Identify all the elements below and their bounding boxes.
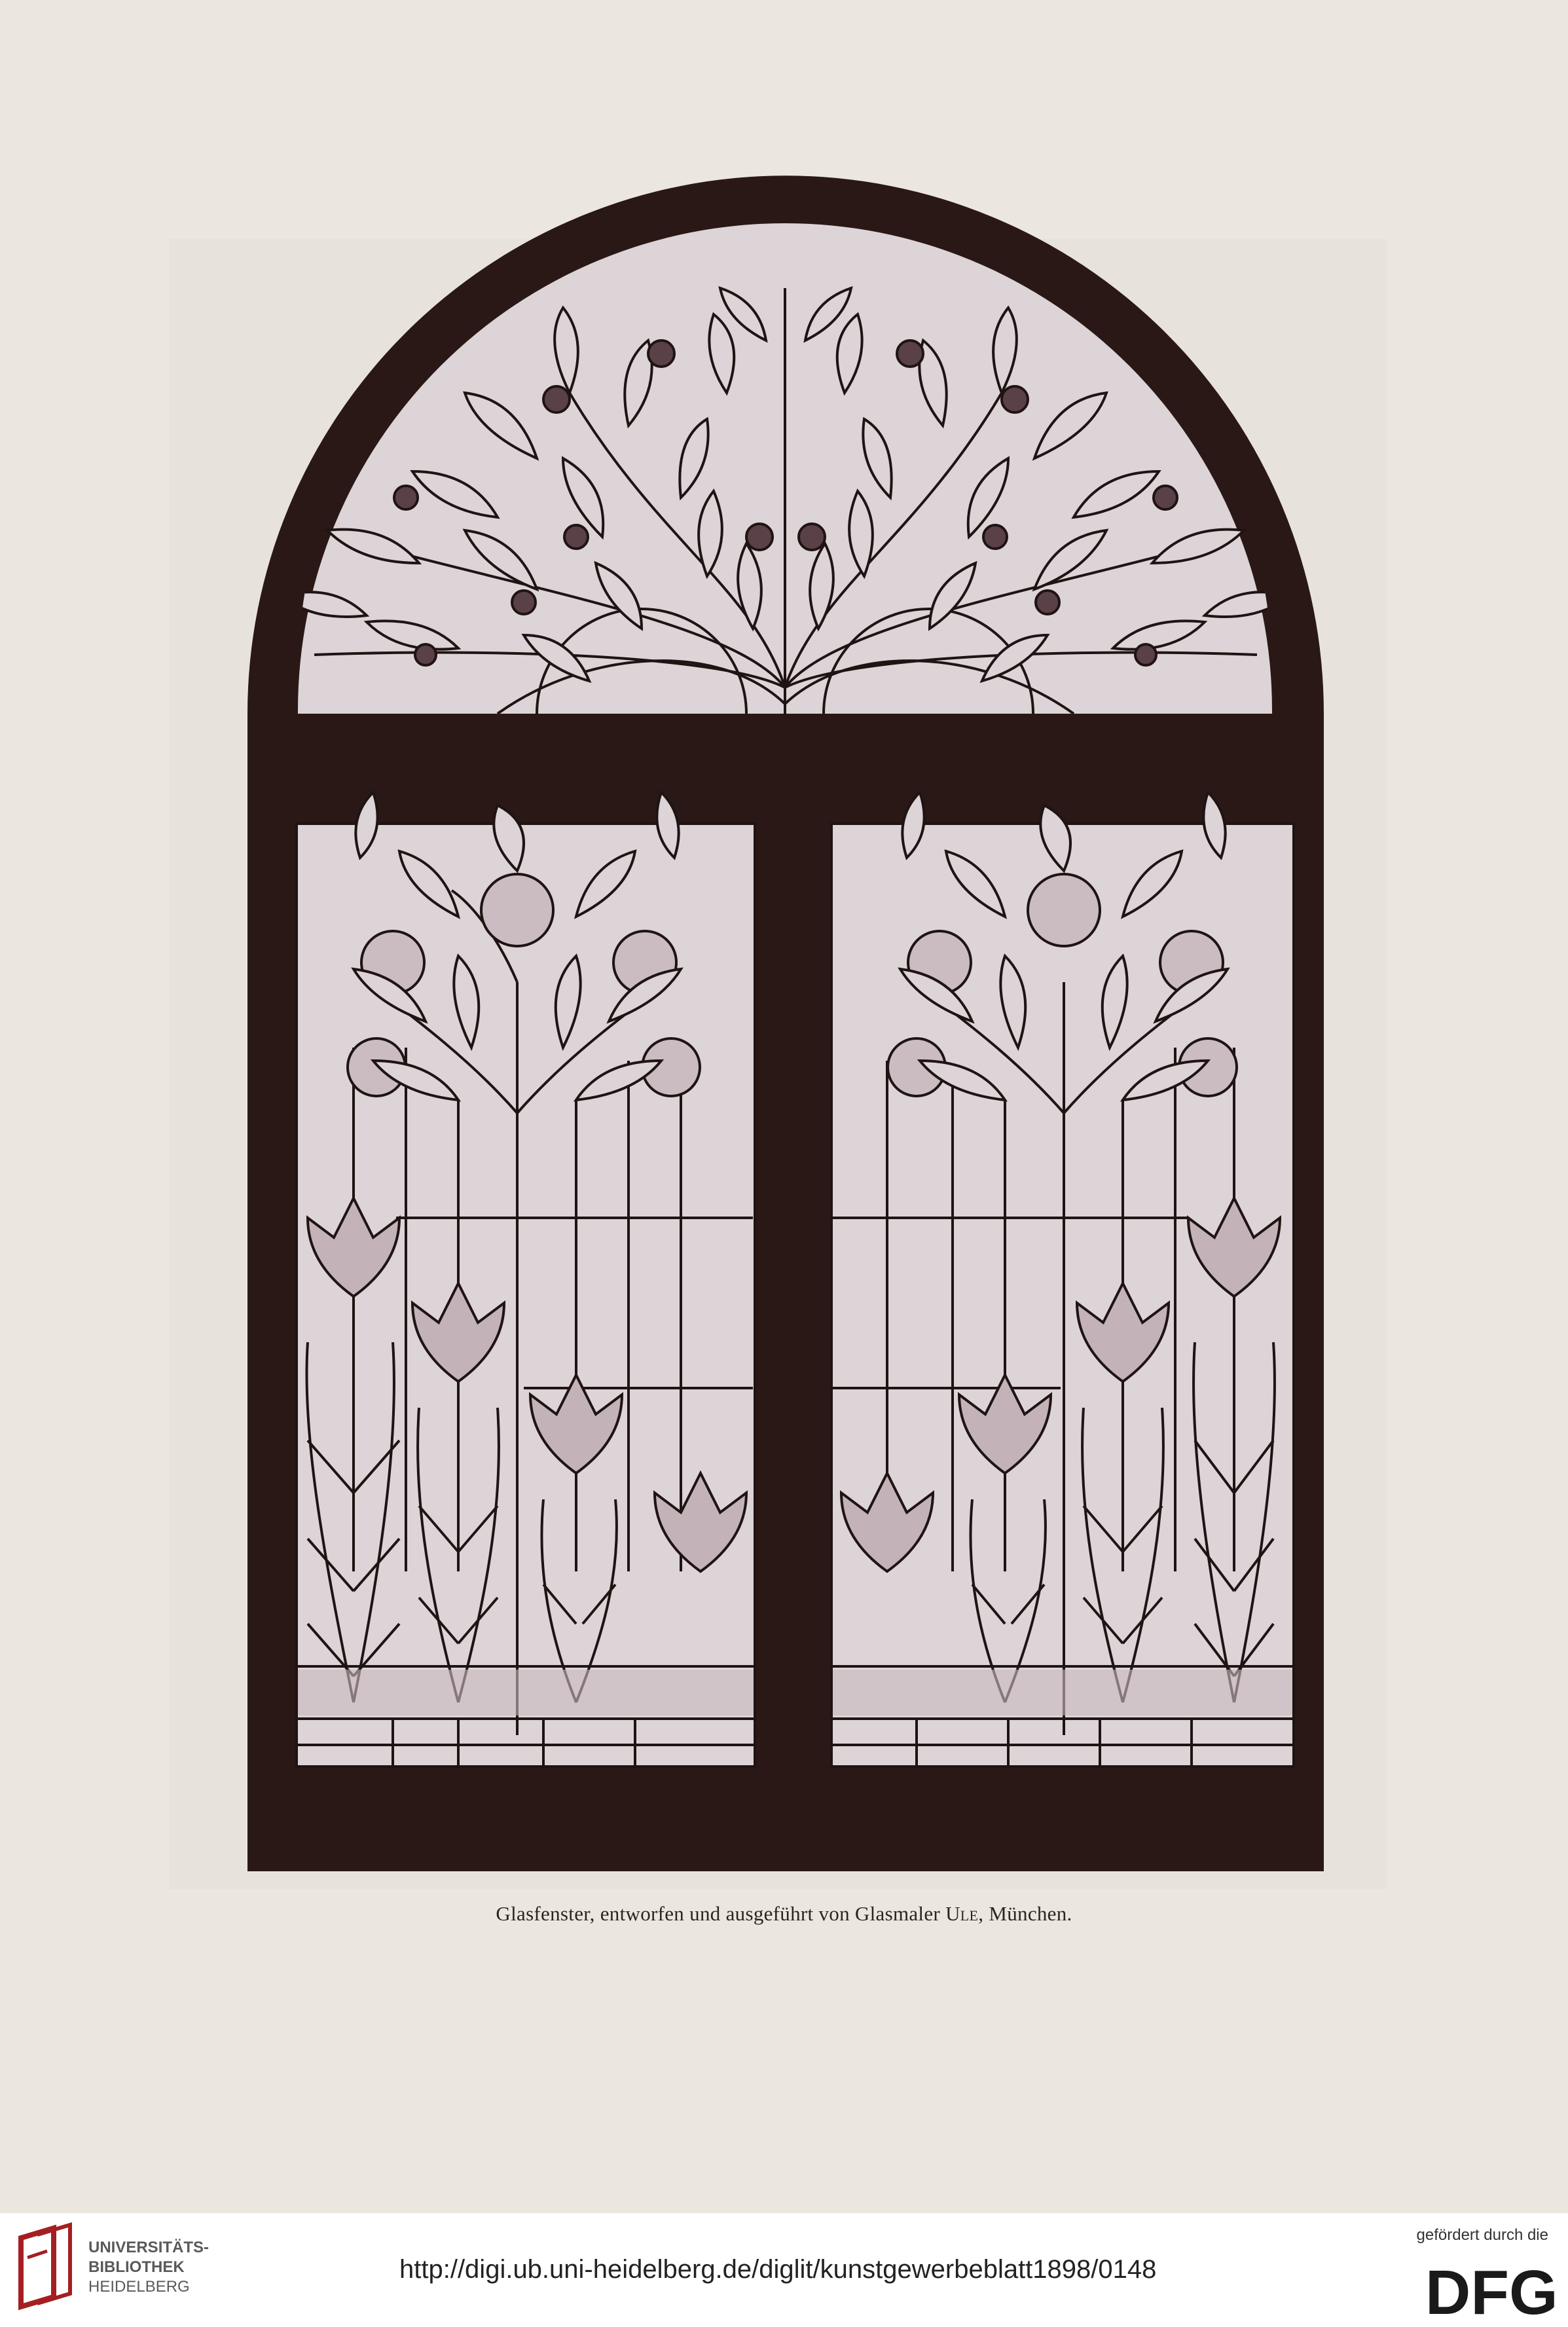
library-name-line1: UNIVERSITÄTS- xyxy=(88,2239,210,2256)
dfg-logo-icon xyxy=(1425,2256,1558,2327)
left-pane-base-tint xyxy=(298,1670,754,1715)
library-name-line3: HEIDELBERG xyxy=(88,2278,190,2296)
library-logo-icon xyxy=(14,2225,80,2310)
caption-text-start: Glasfenster, entworfen und ausgeführt von Glasmaler xyxy=(496,1902,946,1925)
caption-text-end: , München. xyxy=(978,1902,1072,1925)
svg-text:DFG: DFG xyxy=(1425,2258,1558,2327)
funding-note: gefördert durch die xyxy=(1416,2226,1548,2244)
source-url-link[interactable]: http://digi.ub.uni-heidelberg.de/diglit/kunstgewerbeblatt1898/0148 xyxy=(399,2255,1157,2284)
library-name-line2: BIBLIOTHEK xyxy=(88,2258,185,2276)
caption-artist-name: Ule xyxy=(945,1902,979,1925)
digitization-footer xyxy=(0,2213,1568,2327)
figure-caption xyxy=(0,1902,1568,1926)
right-pane-base-tint xyxy=(833,1670,1292,1715)
library-name xyxy=(88,2238,209,2297)
